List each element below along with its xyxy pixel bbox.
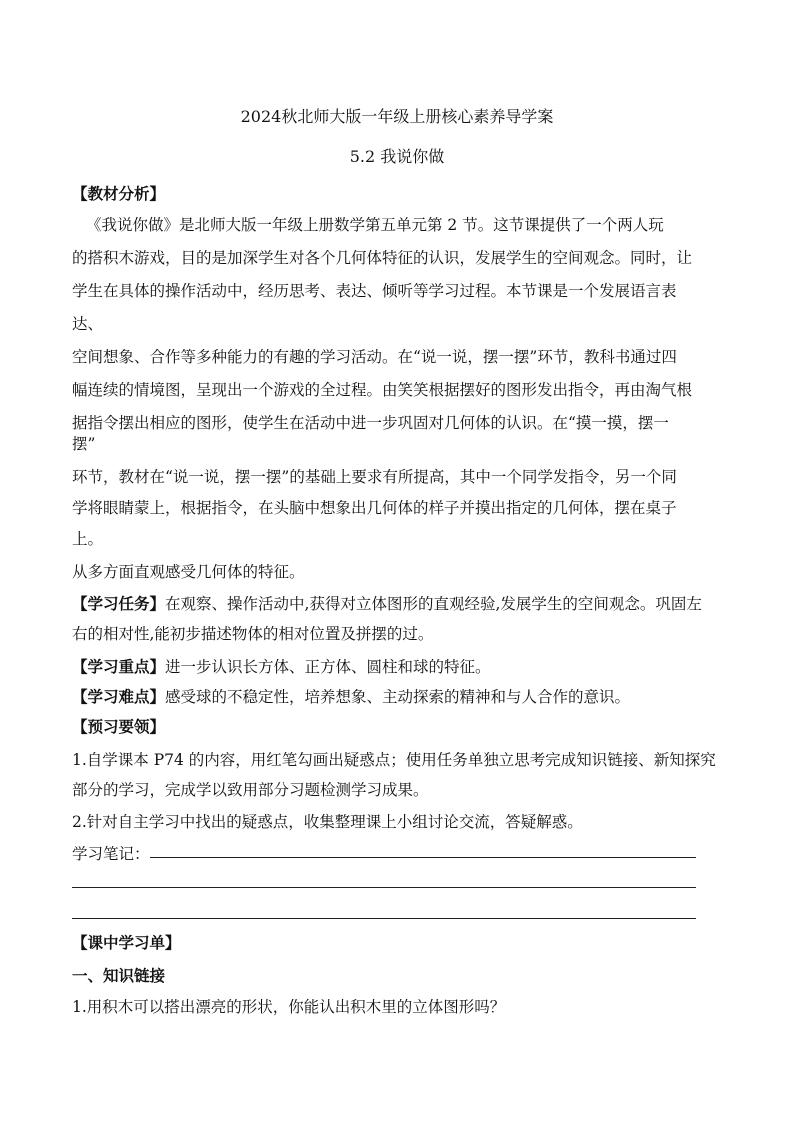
difficulty-text: 感受球的不稳定性，培养想象、主动探索的精神和与人合作的意识。 bbox=[165, 688, 631, 706]
notes-line-2[interactable] bbox=[72, 887, 696, 888]
task-line-2: 右的相对性,能初步描述物体的相对位置及拼摆的过。 bbox=[72, 625, 434, 643]
task-line-1 bbox=[72, 594, 732, 614]
focus-text: 进一步认识长方体、正方体、圆柱和球的特征。 bbox=[165, 658, 491, 676]
notes-line-1[interactable] bbox=[150, 857, 696, 858]
document-title: 2024秋北师大版一年级上册核心素养导学案 bbox=[240, 107, 554, 126]
analysis-line-12: 从多方面直观感受几何体的特征。 bbox=[72, 563, 305, 581]
focus-heading: 【学习重点】 bbox=[72, 657, 166, 676]
analysis-line-8: 摆” bbox=[72, 435, 96, 453]
preview-line-1: 1.自学课本 P74 的内容，用红笔勾画出疑惑点；使用任务单独立思考完成知识链接、新知探究 bbox=[72, 751, 716, 769]
analysis-line-6: 幅连续的情境图，呈现出一个游戏的全过程。由笑笑根据摆好的图形发出指令，再由淘气根 bbox=[72, 381, 693, 399]
preview-line-2: 部分的学习，完成学以致用部分习题检测学习成果。 bbox=[72, 781, 429, 799]
question-1: 1.用积木可以搭出漂亮的形状，你能认出积木里的立体图形吗？ bbox=[72, 998, 506, 1016]
difficulty-heading: 【学习难点】 bbox=[72, 687, 166, 706]
analysis-line-4: 达、 bbox=[72, 315, 104, 333]
difficulty-line bbox=[72, 687, 732, 707]
notes-line-3[interactable] bbox=[72, 918, 696, 919]
analysis-line-10: 学将眼睛蒙上，根据指令，在头脑中想象出几何体的样子并摸出指定的几何体，摆在桌子 bbox=[72, 499, 677, 517]
analysis-line-9: 环节，教材在“说一说，摆一摆”的基础上要求有所提高，其中一个同学发指令，另一个同 bbox=[72, 468, 677, 486]
knowledge-link-heading: 一、知识链接 bbox=[72, 966, 166, 985]
analysis-line-7: 据指令摆出相应的图形，使学生在活动中进一步巩固对几何体的认识。在“摸一摸，摆一 bbox=[72, 414, 669, 432]
analysis-line-1: 《我说你做》是北师大版一年级上册数学第五单元第 2 节。这节课提供了一个两人玩 bbox=[86, 216, 664, 234]
analysis-heading: 【教材分析】 bbox=[72, 184, 166, 203]
analysis-line-11: 上。 bbox=[72, 530, 104, 548]
classwork-heading: 【课中学习单】 bbox=[72, 933, 181, 952]
preview-heading: 【预习要领】 bbox=[72, 717, 166, 736]
analysis-line-5: 空间想象、合作等多种能力的有趣的学习活动。在“说一说，摆一摆”环节，教科书通过四 bbox=[72, 348, 677, 366]
notes-label: 学习笔记： bbox=[72, 845, 150, 863]
focus-line bbox=[72, 657, 732, 677]
task-heading: 【学习任务】 bbox=[72, 594, 166, 613]
lesson-title: 5.2 我说你做 bbox=[349, 147, 445, 166]
preview-line-3: 2.针对自主学习中找出的疑惑点，收集整理课上小组讨论交流，答疑解惑。 bbox=[72, 813, 583, 831]
analysis-line-3: 学生在具体的操作活动中，经历思考、表达、倾听等学习过程。本节课是一个发展语言表 bbox=[72, 282, 677, 300]
task-text-1: 在观察、操作活动中,获得对立体图形的直观经验,发展学生的空间观念。巩固左 bbox=[165, 595, 702, 613]
analysis-line-2: 的搭积木游戏，目的是加深学生对各个几何体特征的认识，发展学生的空间观念。同时，让 bbox=[72, 249, 693, 267]
